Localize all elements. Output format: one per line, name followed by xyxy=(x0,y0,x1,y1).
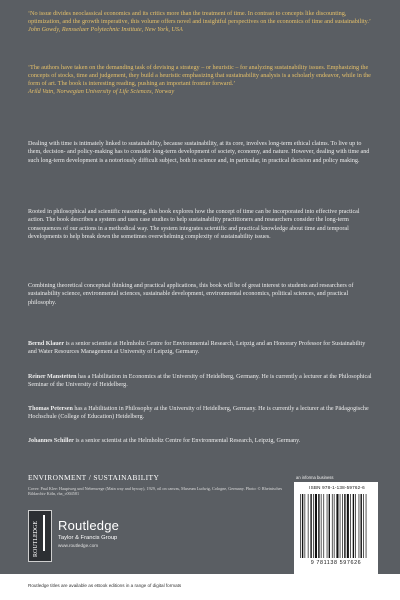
quote-text: ‘No issue divides neoclassical economics and its critics more than the treatment of time. In contrast to concepts like discounting, optimization, and the growth imperative, this volume offers novel and insightful perspectives on the economics of time and sustainability.’ xyxy=(28,10,371,26)
description-paragraph: Rooted in philosophical and scientific reasoning, this book explores how the concept of time can be incorporated into effective practical action. The book describes a system and uses case studies to help sustainability practitioners and researchers consider the long-term consequences of our actions in a methodical way. The system integrates scientific and practical knowledge about time and temporal developments to help break down the sometimes overwhelming complexity of sustainability issues. xyxy=(28,209,360,240)
description-paragraph: Dealing with time is intimately linked to sustainability, because sustainability, at its core, involves long-term ethical claims. To live up to them, decision- and policy-making has to consider long-term development of society, economy, and nature. However, dealing with time and such long-term development is a notoriously difficult subject, both in science and, in particular, in practical decision and policy making. xyxy=(28,141,370,164)
barcode-bar xyxy=(323,494,324,558)
ebook-note: Routledge titles are available as eBook editions in a range of digital formats xyxy=(28,583,182,588)
author-name: Bernd Klauer xyxy=(28,341,65,347)
isbn-number: 9 781138 597626 xyxy=(310,560,362,566)
publisher-logo xyxy=(28,510,148,560)
author-bio xyxy=(28,437,372,445)
barcode-bar xyxy=(344,494,345,558)
barcode-bar xyxy=(347,494,349,558)
barcode-bar xyxy=(305,494,306,558)
barcode-bar xyxy=(310,494,311,558)
praise-quote xyxy=(28,10,372,34)
publisher-group: Taylor & Francis Group xyxy=(58,535,118,541)
barcode-bar xyxy=(327,494,328,558)
barcode-bar xyxy=(332,494,333,558)
barcode-bar xyxy=(313,494,314,558)
description-paragraph: Combining theoretical conceptual thinking and practical applications, this book will be of great interest to students and researchers of sustainability science, environmental sciences, sustainable development, environmental economics, political sciences, and practical philosophy. xyxy=(28,283,354,306)
barcode-bar xyxy=(353,494,354,558)
imprint-tagline: an informa business xyxy=(296,475,334,480)
logo-rule xyxy=(43,515,45,551)
barcode-bar xyxy=(355,494,356,558)
barcode-bar xyxy=(350,494,351,558)
logo-spine-mark: ROUTLEDGE xyxy=(33,521,39,557)
praise-quote xyxy=(28,64,372,96)
publisher-url: www.routledge.com xyxy=(58,543,99,548)
subject-category: ENVIRONMENT / SUSTAINABILITY xyxy=(28,473,160,482)
barcode-bar xyxy=(342,494,343,558)
isbn-barcode xyxy=(294,482,378,574)
barcode-bar xyxy=(318,494,319,558)
publisher-name: Routledge xyxy=(58,518,120,533)
barcode-bar xyxy=(321,494,322,558)
barcode-bar xyxy=(315,494,317,558)
author-bio xyxy=(28,405,372,422)
cover-credit: Cover: Paul Klee: Hauptweg und Nebenwege (Main way and byway), 1929, oil on canvas, Museum Ludwig, Cologne, Germany. Photo: © Rheinisches Bildarchiv Köln, rba_c004581 xyxy=(28,486,283,497)
praise-section xyxy=(0,0,400,123)
barcode-bar xyxy=(340,494,341,558)
author-name: Johannes Schiller xyxy=(28,438,74,444)
author-bio xyxy=(28,373,372,390)
barcode-bar xyxy=(336,494,338,558)
author-name: Thomas Petersen xyxy=(28,406,73,412)
barcode-bar xyxy=(300,494,301,558)
quote-text: ‘The authors have taken on the demanding task of devising a strategy – or heuristic – for analyzing sustainability issues. Emphasizing the concepts of stocks, time and judgement, they build a heuristic emphasizing that sustainability analysis is a scholarly endeavor, while in the form of art. The book is interesting reading, pushing an important frontier forward.’ xyxy=(28,64,371,88)
barcode-bar xyxy=(302,494,303,558)
barcode-bar xyxy=(308,494,309,558)
author-name: Reiner Manstetten xyxy=(28,374,77,380)
author-bio-text: is a senior scientist at Helmholtz Centre for Environmental Research, Leipzig and an Honorary Professor for Sustainability and Water Resources Management at University of Leipzig, Germany. xyxy=(28,341,366,356)
barcode-bar xyxy=(329,494,330,558)
barcode-bar xyxy=(359,494,360,558)
quote-attribution: Arild Vatn, Norwegian University of Life Sciences, Norway xyxy=(28,88,175,96)
barcode-bar xyxy=(361,494,362,558)
barcode-bar xyxy=(334,494,335,558)
barcode-bars xyxy=(300,494,372,558)
author-bio-text: has a Habilitation in Philosophy at the University of Heidelberg, Germany. He is currently a lecturer at the Pädagogische Hochschule (College of Education) Heidelberg. xyxy=(28,406,369,421)
barcode-bar xyxy=(366,494,367,558)
footer-band xyxy=(0,574,400,600)
author-bio xyxy=(28,340,372,357)
barcode-bar xyxy=(363,494,364,558)
routledge-logo-icon xyxy=(28,510,52,562)
author-bio-text: has a Habilitation in Economics at the University of Heidelberg, Germany. He is currently a lecturer at the Philosophical Seminar of the University of Heidelberg. xyxy=(28,374,372,389)
isbn-label: ISBN 978-1-138-59762-6 xyxy=(309,485,365,490)
quote-attribution: John Gowdy, Rensselaer Polytechnic Institute, New York, USA xyxy=(28,26,183,34)
author-bio-text: is a senior scientist at the Helmholtz Centre for Environmental Research, Leipzig, Germany. xyxy=(73,438,301,444)
